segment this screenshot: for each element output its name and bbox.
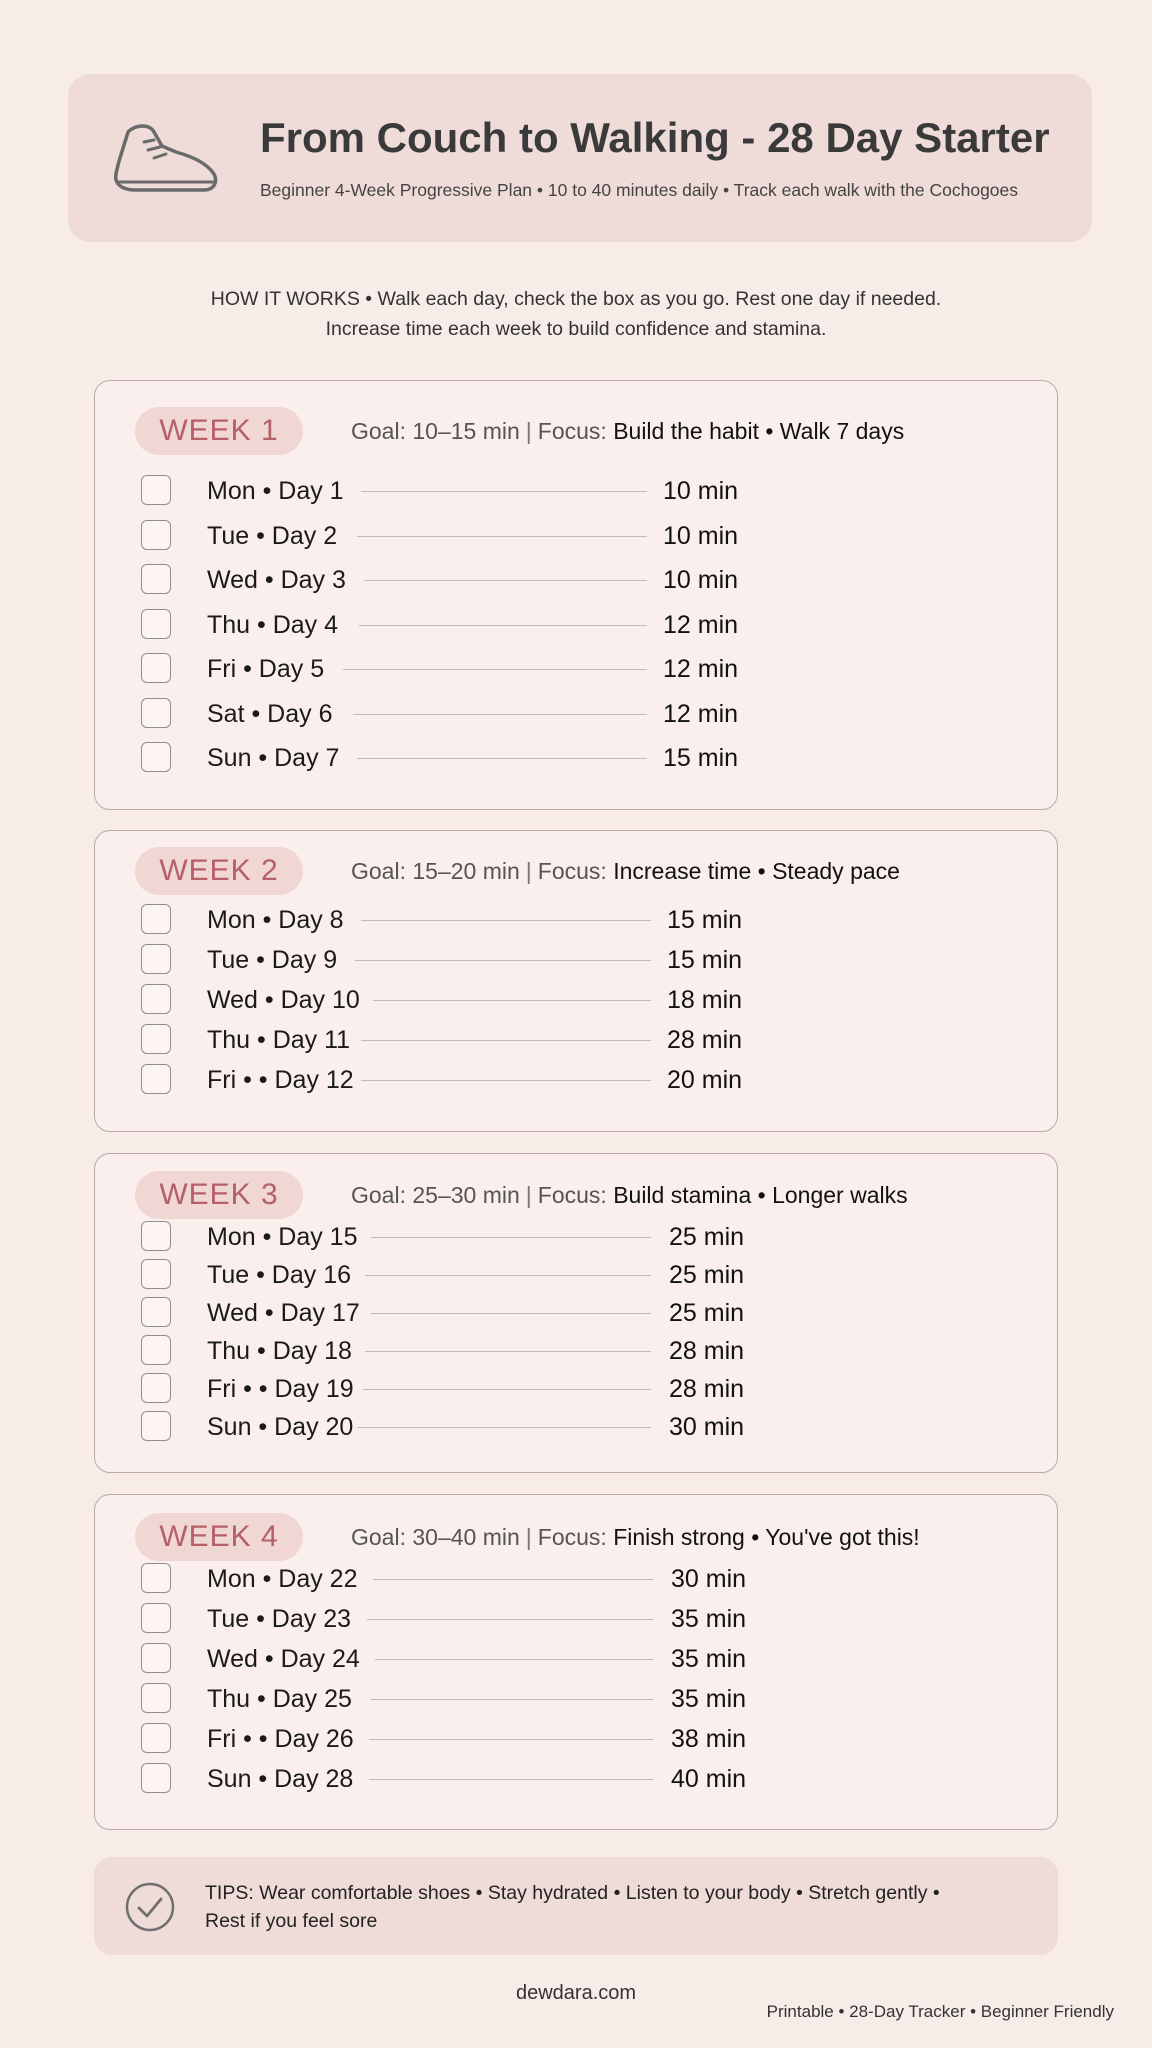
week-card-2: [94, 830, 1058, 1132]
focus-label: Focus:: [537, 1182, 607, 1208]
week-label: WEEK 4: [135, 1513, 303, 1561]
day-label: Sat • Day 6: [207, 699, 333, 728]
day-label: Mon • Day 1: [207, 477, 344, 505]
leader-line: [369, 1739, 653, 1740]
day-checkbox[interactable]: [141, 1259, 171, 1289]
day-label: Wed • Day 24: [207, 1645, 360, 1673]
day-checkbox[interactable]: [141, 1723, 171, 1753]
day-minutes: 25 min: [669, 1261, 745, 1289]
week-card-3: [94, 1153, 1058, 1473]
tips-line-1: TIPS: Wear comfortable shoes • Stay hydrated • Listen to your body • Stretch gently •: [205, 1882, 940, 1904]
day-checkbox[interactable]: [141, 653, 171, 683]
week-label: WEEK 3: [135, 1171, 303, 1219]
day-minutes: 18 min: [667, 986, 743, 1014]
day-checkbox[interactable]: [141, 1373, 171, 1403]
goal-text: Goal: 30–40 min: [351, 1524, 520, 1550]
day-label: Thu • Day 25: [207, 1685, 352, 1713]
focus-text: Finish strong • You've got this!: [613, 1524, 920, 1550]
day-row: [141, 1761, 861, 1797]
day-minutes: 12 min: [663, 699, 739, 728]
day-label: Thu • Day 4: [207, 610, 339, 639]
day-minutes: 10 min: [663, 521, 739, 550]
day-minutes: 10 min: [663, 566, 739, 594]
day-label: Wed • Day 3: [207, 566, 346, 594]
day-minutes: 28 min: [667, 1026, 743, 1054]
day-checkbox[interactable]: [141, 698, 171, 728]
day-label: Mon • Day 8: [207, 906, 344, 934]
focus-text: Build stamina • Longer walks: [613, 1182, 908, 1208]
day-minutes: 12 min: [663, 610, 739, 639]
day-checkbox[interactable]: [141, 1603, 171, 1633]
day-label: Tue • Day 23: [207, 1605, 352, 1633]
leader-line: [361, 491, 647, 492]
day-minutes: 25 min: [669, 1299, 745, 1327]
leader-line: [373, 1000, 651, 1001]
day-minutes: 40 min: [671, 1765, 747, 1793]
day-row: [141, 1601, 861, 1637]
day-minutes: 35 min: [671, 1645, 747, 1673]
leader-line: [361, 920, 651, 921]
focus-text: Build the habit • Walk 7 days: [613, 418, 905, 444]
leader-line: [375, 1659, 653, 1660]
day-row: [141, 562, 861, 598]
day-minutes: 12 min: [663, 655, 739, 683]
leader-line: [369, 1779, 653, 1780]
week-goal: [351, 1171, 908, 1219]
leader-line: [371, 1237, 651, 1238]
day-row: [141, 1561, 861, 1597]
day-label: Wed • Day 10: [207, 986, 360, 1014]
tips-line-2: Rest if you feel sore: [205, 1910, 378, 1932]
week-goal: [351, 847, 900, 895]
day-row: [141, 473, 861, 509]
footer-note: Printable • 28-Day Tracker • Beginner Friendly: [766, 2002, 1114, 2021]
day-label: Tue • Day 16: [207, 1261, 352, 1289]
site-url: dewdara.com: [515, 1982, 637, 2004]
day-minutes: 35 min: [671, 1685, 747, 1713]
week-label: WEEK 1: [135, 407, 303, 455]
day-minutes: 15 min: [667, 906, 743, 934]
leader-line: [343, 669, 647, 670]
page-title: From Couch to Walking - 28 Day Starter: [260, 114, 1050, 161]
leader-line: [363, 1389, 651, 1390]
day-row: [141, 1409, 861, 1445]
leader-line: [373, 1579, 653, 1580]
day-row: [141, 902, 861, 938]
leader-line: [359, 625, 647, 626]
day-checkbox[interactable]: [141, 609, 171, 639]
day-label: Fri • • Day 19: [207, 1375, 354, 1403]
leader-line: [355, 960, 651, 961]
header-banner: [68, 74, 1092, 242]
focus-label: Focus:: [537, 418, 607, 444]
leader-line: [353, 714, 647, 715]
goal-text: Goal: 10–15 min: [351, 418, 520, 444]
day-minutes: 30 min: [669, 1413, 745, 1441]
day-row: [141, 982, 861, 1018]
leader-line: [371, 1313, 651, 1314]
focus-label: Focus:: [537, 858, 607, 884]
day-row: [141, 1257, 861, 1293]
leader-line: [365, 1351, 651, 1352]
week-card-4: [94, 1494, 1058, 1830]
day-label: Sun • Day 7: [207, 744, 340, 772]
leader-line: [364, 580, 647, 581]
day-row: [141, 740, 861, 776]
focus-label: Focus:: [537, 1524, 607, 1550]
day-row: [141, 1721, 861, 1757]
day-checkbox[interactable]: [141, 1221, 171, 1251]
day-checkbox[interactable]: [141, 1563, 171, 1593]
day-checkbox[interactable]: [141, 520, 171, 550]
page-subtitle: Beginner 4-Week Progressive Plan • 10 to 40 minutes daily • Track each walk with the Cochogoes: [260, 180, 1019, 200]
day-label: Sun • Day 20: [207, 1413, 354, 1441]
goal-separator: |: [525, 418, 532, 444]
day-checkbox[interactable]: [141, 984, 171, 1014]
goal-text: Goal: 15–20 min: [351, 858, 520, 884]
day-label: Sun • Day 28: [207, 1765, 354, 1793]
day-label: Mon • Day 15: [207, 1223, 358, 1251]
goal-separator: |: [525, 1182, 532, 1208]
leader-line: [361, 1040, 651, 1041]
day-minutes: 20 min: [667, 1066, 743, 1094]
day-checkbox[interactable]: [141, 1024, 171, 1054]
day-minutes: 25 min: [669, 1223, 745, 1251]
day-checkbox[interactable]: [141, 1297, 171, 1327]
leader-line: [357, 536, 647, 537]
day-minutes: 35 min: [671, 1605, 747, 1633]
day-minutes: 30 min: [671, 1565, 747, 1593]
leader-line: [357, 758, 647, 759]
day-label: Mon • Day 22: [207, 1565, 358, 1593]
how-it-works-line-2: Increase time each week to build confidence and stamina.: [325, 318, 827, 340]
day-label: Fri • • Day 12: [207, 1066, 354, 1094]
leader-line: [367, 1619, 653, 1620]
day-minutes: 28 min: [669, 1375, 745, 1403]
focus-text: Increase time • Steady pace: [613, 858, 900, 884]
day-label: Fri • • Day 26: [207, 1725, 354, 1753]
week-goal: [351, 1513, 920, 1561]
day-minutes: 28 min: [669, 1337, 745, 1365]
tips-text: [205, 1879, 1005, 1935]
day-minutes: 15 min: [667, 946, 743, 974]
day-row: [141, 696, 861, 732]
leader-line: [365, 1275, 651, 1276]
goal-separator: |: [525, 858, 532, 884]
day-checkbox[interactable]: [141, 1763, 171, 1793]
week-card-1: [94, 380, 1058, 810]
day-label: Wed • Day 17: [207, 1299, 360, 1327]
day-checkbox[interactable]: [141, 1683, 171, 1713]
day-minutes: 38 min: [671, 1725, 747, 1753]
day-label: Tue • Day 2: [207, 521, 338, 550]
day-row: [141, 1681, 861, 1717]
day-checkbox[interactable]: [141, 1335, 171, 1365]
day-row: [141, 1295, 861, 1331]
day-row: [141, 1062, 861, 1098]
day-checkbox[interactable]: [141, 1411, 171, 1441]
day-label: Tue • Day 9: [207, 946, 338, 974]
day-row: [141, 1641, 861, 1677]
day-checkbox[interactable]: [141, 1643, 171, 1673]
leader-line: [357, 1427, 651, 1428]
day-row: [141, 518, 861, 554]
how-it-works-line-1: HOW IT WORKS • Walk each day, check the box as you go. Rest one day if needed.: [210, 288, 942, 310]
leader-line: [371, 1699, 653, 1700]
leader-line: [361, 1080, 651, 1081]
how-it-works: [100, 284, 1052, 344]
day-label: Fri • Day 5: [207, 655, 325, 683]
day-row: [141, 1219, 861, 1255]
day-minutes: 10 min: [663, 477, 739, 505]
tips-panel: [94, 1857, 1058, 1955]
day-row: [141, 607, 861, 643]
day-checkbox[interactable]: [141, 1064, 171, 1094]
day-row: [141, 942, 861, 978]
check-circle-icon: [124, 1881, 176, 1933]
day-label: Thu • Day 11: [207, 1026, 351, 1054]
day-row: [141, 651, 861, 687]
week-label: WEEK 2: [135, 847, 303, 895]
day-checkbox[interactable]: [141, 904, 171, 934]
day-checkbox[interactable]: [141, 742, 171, 772]
day-checkbox[interactable]: [141, 564, 171, 594]
day-minutes: 15 min: [663, 744, 739, 772]
day-label: Thu • Day 18: [207, 1337, 352, 1365]
day-row: [141, 1022, 861, 1058]
shoe-icon: [110, 112, 222, 202]
day-checkbox[interactable]: [141, 944, 171, 974]
day-row: [141, 1333, 861, 1369]
day-row: [141, 1371, 861, 1407]
week-goal: [351, 407, 904, 455]
goal-text: Goal: 25–30 min: [351, 1182, 520, 1208]
day-checkbox[interactable]: [141, 475, 171, 505]
goal-separator: |: [525, 1524, 532, 1550]
